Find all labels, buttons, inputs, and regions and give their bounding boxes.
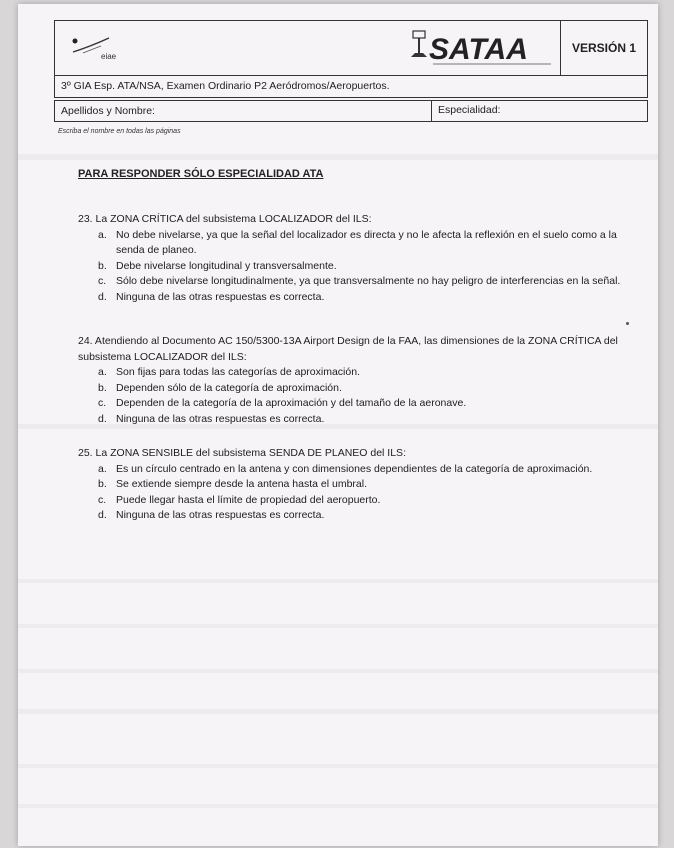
answer-option (98, 508, 638, 524)
option-letter: a. (98, 228, 107, 241)
option-text: Es un círculo centrado en la antena y con dimensiones dependientes de la categoría de aproximación. (116, 462, 593, 475)
question-23 (78, 212, 638, 305)
option-text: Se extiende siempre desde la antena hasta el umbral. (116, 478, 367, 490)
question-24 (78, 334, 638, 427)
option-text: Puede llegar hasta el límite de propiedad del aeropuerto. (116, 493, 381, 506)
version-label: VERSIÓN 1 (560, 21, 647, 75)
answer-option (98, 259, 638, 275)
answer-option (98, 290, 638, 306)
option-text: Ninguna de las otras respuestas es correcta. (116, 290, 325, 303)
option-letter: d. (98, 290, 107, 303)
option-letter: c. (98, 493, 107, 506)
answer-option (98, 462, 638, 478)
option-letter: b. (98, 381, 107, 394)
option-letter: c. (98, 275, 107, 287)
option-letter: c. (98, 397, 107, 409)
answer-option (98, 477, 638, 493)
option-text: Ninguna de las otras respuestas es correcta. (116, 509, 325, 521)
option-letter: a. (98, 366, 107, 378)
instruction-note: Escriba el nombre en todas las páginas (58, 128, 181, 135)
option-text: Sólo debe nivelarse longitudinalmente, ya que transversalmente no hay peligro de interferencias en la señal. (116, 275, 621, 287)
option-text: No debe nivelarse, ya que la señal del localizador es directa y no le afecta la reflexión en el suelo como a la senda de planeo. (116, 228, 617, 256)
option-letter: a. (98, 462, 107, 475)
option-text: Son fijas para todas las categorías de aproximación. (116, 366, 360, 378)
exam-header (54, 20, 648, 76)
question-25 (78, 446, 638, 524)
option-letter: b. (98, 478, 107, 490)
question-text: 24. Atendiendo al Documento AC 150/5300-13A Airport Design de la FAA, las dimensiones de la ZONA CRÍTICA del subsistema LOCALIZADOR del ILS: (78, 335, 618, 363)
option-letter: b. (98, 259, 107, 272)
sataa-logo-icon (405, 27, 555, 69)
question-text: 25. La ZONA SENSIBLE del subsistema SENDA DE PLANEO del ILS: (78, 447, 406, 459)
name-field-label: Apellidos y Nombre: (61, 105, 155, 117)
option-letter: d. (98, 412, 107, 425)
exam-sheet (18, 4, 658, 846)
option-letter: d. (98, 509, 107, 521)
answer-option (98, 412, 638, 428)
eiae-label: eiae (101, 52, 117, 61)
answer-option (98, 274, 638, 290)
specialty-field-label: Especialidad: (431, 101, 647, 121)
answer-option (98, 365, 638, 381)
section-title: PARA RESPONDER SÓLO ESPECIALIDAD ATA (78, 168, 324, 180)
sataa-logo-text: SATAA (429, 33, 528, 66)
answer-option (98, 493, 638, 509)
exam-info-line: 3º GIA Esp. ATA/NSA, Examen Ordinario P2 Aeródromos/Aeropuertos. (54, 76, 648, 98)
option-text: Debe nivelarse longitudinal y transversalmente. (116, 259, 337, 272)
answer-option (98, 228, 638, 259)
name-field-box (54, 100, 648, 122)
pen-mark (626, 322, 629, 325)
answer-option (98, 396, 638, 412)
option-text: Dependen sólo de la categoría de aproximación. (116, 381, 342, 394)
option-text: Ninguna de las otras respuestas es correcta. (116, 412, 325, 425)
option-text: Dependen de la categoría de la aproximación y del tamaño de la aeronave. (116, 397, 467, 409)
logo-area (55, 21, 560, 75)
answer-option (98, 381, 638, 397)
question-text: 23. La ZONA CRÍTICA del subsistema LOCALIZADOR del ILS: (78, 213, 372, 225)
